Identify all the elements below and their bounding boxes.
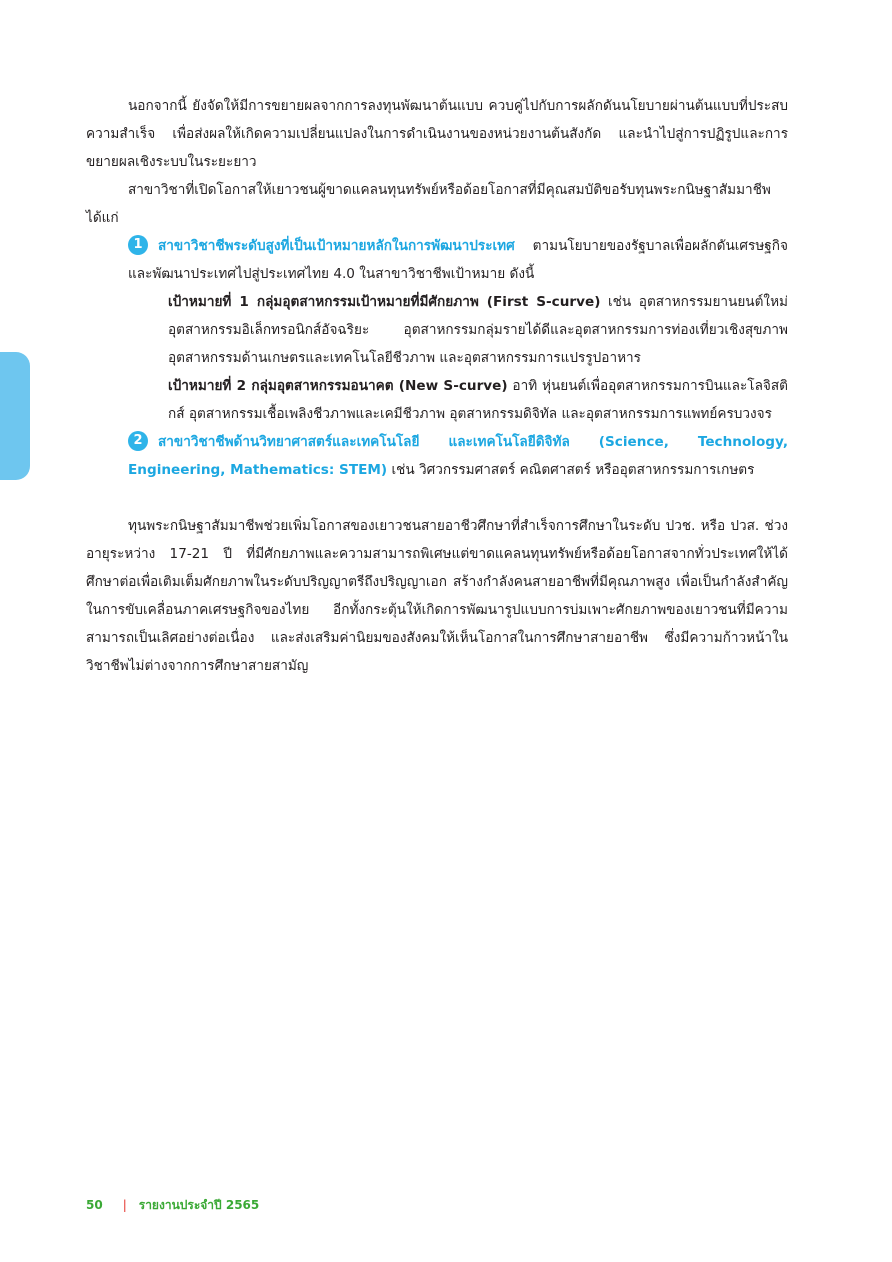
target-1-text: เช่น อุตสาหกรรมยานยนต์ใหม่ อุตสาหกรรมอิเล็กทรอนิกส์อัจฉริยะ อุตสาหกรรมกลุ่มรายได้ดีและอุตสาหกรรมการท่องเที่ยวเชิงสุขภาพ อุตสาหกรรมด้านเกษตรและเทคโนโลยีชีวภาพ และอุตสาหกรรมการแปรรูปอาหาร [168, 294, 788, 366]
target-2-title: เป้าหมายที่ 2 กลุ่มอุตสาหกรรมอนาคต (New S-curve) [168, 378, 508, 394]
target-2-text: อาทิ หุ่นยนต์เพื่ออุตสาหกรรมการบินและโลจิสติกส์ อุตสาหกรรมเชื้อเพลิงชีวภาพและเคมีชีวภาพ อุตสาหกรรมดิจิทัล และอุตสาหกรรมการแพทย์ครบวงจร [168, 378, 788, 422]
list-item-2 [86, 428, 788, 484]
fields-intro-paragraph: สาขาวิชาที่เปิดโอกาสให้เยาวชนผู้ขาดแคลนทุนทรัพย์หรือด้อยโอกาสที่มีคุณสมบัติขอรับทุนพระกนิษฐาสัมมาชีพ ได้แก่ [86, 182, 771, 226]
report-title: รายงานประจำปี 2565 [138, 1198, 260, 1212]
target-1 [86, 288, 788, 372]
number-badge-1: 1 [128, 235, 148, 255]
side-tab-decoration [0, 352, 30, 480]
item-1-text: ตามนโยบายของรัฐบาลเพื่อผลักดันเศรษฐกิจและพัฒนาประเทศไปสู่ประเทศไทย 4.0 ในสาขาวิชาชีพเป้าหมาย ดังนี้ [128, 238, 788, 282]
page-number: 50 [86, 1198, 103, 1212]
target-2 [86, 372, 788, 428]
closing-paragraph: ทุนพระกนิษฐาสัมมาชีพช่วยเพิ่มโอกาสของเยาวชนสายอาชีวศึกษาที่สำเร็จการศึกษาในระดับ ปวช. หรือ ปวส. ช่วงอายุระหว่าง 17-21 ปี ที่มีศักยภาพและความสามารถพิเศษแต่ขาดแคลนทุนทรัพย์หรือด้อยโอกาสจากทั่วประเทศให้ได้ศึกษาต่อเพื่อเติมเต็มศักยภาพในระดับปริญญาตรีถึงปริญญาเอก สร้างกำลังคนสายอาชีพที่มีคุณภาพสูง เพื่อเป็นกำลังสำคัญในการขับเคลื่อนภาคเศรษฐกิจของไทย อีกทั้งกระตุ้นให้เกิดการพัฒนารูปแบบการบ่มเพาะศักยภาพของเยาวชนที่มีความสามารถเป็นเลิศอย่างต่อเนื่อง และส่งเสริมค่านิยมของสังคมให้เห็นโอกาสในการศึกษาสายอาชีพ ซึ่งมีความก้าวหน้าในวิชาชีพไม่ต่างจากการศึกษาสายสามัญ [86, 518, 788, 674]
paragraph-spacer [86, 484, 788, 512]
footer-separator: | [122, 1198, 127, 1212]
page-footer [86, 1196, 259, 1215]
page-body [86, 92, 788, 680]
item-1-title: สาขาวิชาชีพระดับสูงที่เป็นเป้าหมายหลักในการพัฒนาประเทศ [158, 238, 515, 254]
target-1-title: เป้าหมายที่ 1 กลุ่มอุตสาหกรรมเป้าหมายที่มีศักยภาพ (First S-curve) [168, 294, 601, 310]
intro-paragraph: นอกจากนี้ ยังจัดให้มีการขยายผลจากการลงทุนพัฒนาต้นแบบ ควบคู่ไปกับการผลักดันนโยบายผ่านต้นแบบที่ประสบความสำเร็จ เพื่อส่งผลให้เกิดความเปลี่ยนแปลงในการดำเนินงานของหน่วยงานต้นสังกัด และนำไปสู่การปฏิรูปและการขยายผลเชิงระบบในระยะยาว [86, 98, 788, 170]
item-2-title: สาขาวิชาชีพด้านวิทยาศาสตร์และเทคโนโลยี และเทคโนโลยีดิจิทัล (Science, Technology, Engineering, Mathematics: STEM) [128, 434, 788, 478]
item-2-text: เช่น วิศวกรรมศาสตร์ คณิตศาสตร์ หรืออุตสาหกรรมการเกษตร [387, 462, 755, 478]
list-item-1 [86, 232, 788, 288]
number-badge-2: 2 [128, 431, 148, 451]
